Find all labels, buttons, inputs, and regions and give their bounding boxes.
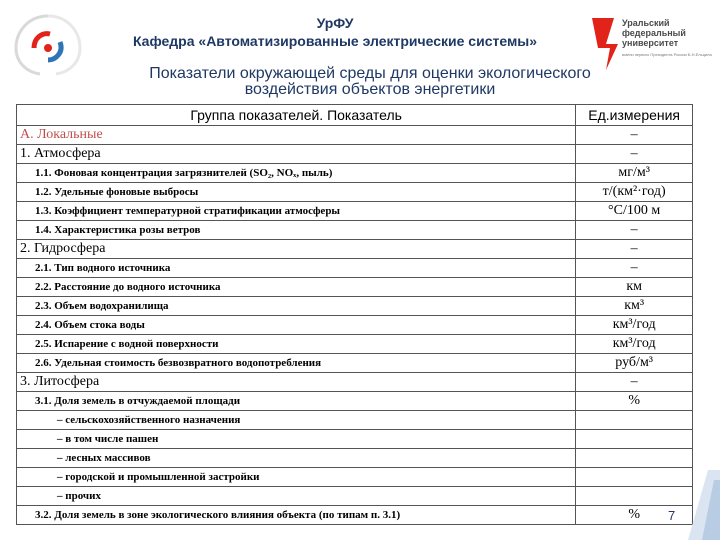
- row-unit: –: [576, 240, 693, 259]
- row-unit: –: [576, 221, 693, 240]
- table-row: [17, 259, 693, 278]
- row-unit: °С/100 м: [576, 202, 693, 221]
- column-header-unit: Ед.измерения: [576, 105, 693, 126]
- row-label: 2.6. Удельная стоимость безвозвратного водопотребления: [17, 354, 576, 373]
- header: [100, 14, 570, 50]
- row-label: 3.1. Доля земель в отчуждаемой площади: [17, 392, 576, 411]
- table-row: [17, 278, 693, 297]
- table-row: [17, 202, 693, 221]
- university-subtitle: имени первого Президента России Б.Н.Ельцина: [622, 52, 712, 57]
- table-row: [17, 506, 693, 525]
- row-unit: [576, 430, 693, 449]
- table-row: [17, 335, 693, 354]
- row-label: 2. Гидросфера: [17, 240, 576, 259]
- row-unit: –: [576, 259, 693, 278]
- row-label: 3. Литосфера: [17, 373, 576, 392]
- row-label: – в том числе пашен: [17, 430, 576, 449]
- row-label: А. Локальные: [17, 126, 576, 145]
- row-unit: [576, 468, 693, 487]
- row-unit: т/(км²·год): [576, 183, 693, 202]
- department-name: Кафедра «Автоматизированные электрические системы»: [132, 33, 538, 49]
- page-number: 7: [668, 508, 676, 523]
- row-label: 1.4. Характеристика розы ветров: [17, 221, 576, 240]
- row-label: – сельскохозяйственного назначения: [17, 411, 576, 430]
- table-row: [17, 487, 693, 506]
- row-unit: км³: [576, 297, 693, 316]
- organization-name: УрФУ: [316, 15, 354, 31]
- row-label: 2.2. Расстояние до водного источника: [17, 278, 576, 297]
- indicators-table: [16, 104, 693, 525]
- row-label: 2.4. Объем стока воды: [17, 316, 576, 335]
- table-row: [17, 392, 693, 411]
- row-label: 2.1. Тип водного источника: [17, 259, 576, 278]
- page-title: [60, 66, 680, 98]
- table-row: [17, 411, 693, 430]
- title-line-2: воздействия объектов энергетики: [244, 81, 496, 98]
- row-unit: %: [576, 392, 693, 411]
- university-name: Уральский федеральный университет: [622, 18, 686, 48]
- corner-decoration: [680, 470, 720, 540]
- row-unit: км³/год: [576, 316, 693, 335]
- table-row: [17, 145, 693, 164]
- row-label: 1.2. Удельные фоновые выбросы: [17, 183, 576, 202]
- table-row: [17, 430, 693, 449]
- table-row: [17, 468, 693, 487]
- row-label: – лесных массивов: [17, 449, 576, 468]
- table-row: [17, 316, 693, 335]
- row-unit: руб/м³: [576, 354, 693, 373]
- table-row: [17, 221, 693, 240]
- row-label: 2.3. Объем водохранилища: [17, 297, 576, 316]
- table-row: [17, 449, 693, 468]
- row-unit: [576, 487, 693, 506]
- row-label: 1. Атмосфера: [17, 145, 576, 164]
- row-unit: %: [576, 506, 693, 525]
- row-unit: –: [576, 145, 693, 164]
- row-label: 3.2. Доля земель в зоне экологического влияния объекта (по типам п. 3.1): [17, 506, 576, 525]
- row-label: – городской и промышленной застройки: [17, 468, 576, 487]
- row-unit: км: [576, 278, 693, 297]
- row-label: 1.3. Коэффициент температурной стратификации атмосферы: [17, 202, 576, 221]
- column-header-indicator: Группа показателей. Показатель: [17, 105, 576, 126]
- row-label: 2.5. Испарение с водной поверхности: [17, 335, 576, 354]
- row-unit: –: [576, 126, 693, 145]
- table-row: [17, 354, 693, 373]
- row-unit: мг/м³: [576, 164, 693, 183]
- row-unit: –: [576, 373, 693, 392]
- row-unit: км³/год: [576, 335, 693, 354]
- row-unit: [576, 411, 693, 430]
- table-row: [17, 183, 693, 202]
- row-label: 1.1. Фоновая концентрация загрязнителей (SO₂, NOₓ, пыль): [17, 164, 576, 183]
- table-row: [17, 126, 693, 145]
- table-row: [17, 240, 693, 259]
- row-label: – прочих: [17, 487, 576, 506]
- row-unit: [576, 449, 693, 468]
- title-line-1: Показатели окружающей среды для оценки экологического: [149, 65, 591, 82]
- table-row: [17, 164, 693, 183]
- table-header-row: [17, 105, 693, 126]
- table-row: [17, 373, 693, 392]
- table-row: [17, 297, 693, 316]
